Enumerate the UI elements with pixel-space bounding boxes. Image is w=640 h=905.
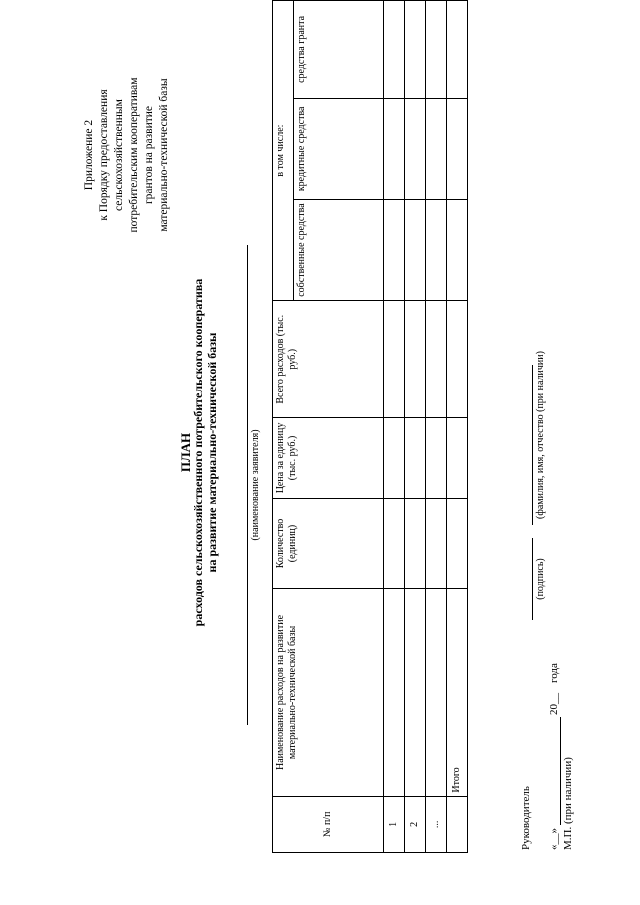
header-credit-funds: кредитные средства: [294, 98, 384, 199]
table-cell[interactable]: [426, 418, 447, 498]
table-cell[interactable]: [447, 199, 468, 300]
appendix-note: [82, 25, 172, 285]
table-cell[interactable]: [384, 301, 405, 418]
table-cell[interactable]: [426, 1, 447, 99]
table-cell[interactable]: [426, 589, 447, 796]
header-including: в том числе:: [273, 1, 294, 301]
table-cell[interactable]: [426, 498, 447, 589]
table-cell[interactable]: [405, 301, 426, 418]
signature-line[interactable]: [532, 538, 533, 620]
applicant-line: [247, 245, 248, 725]
document-subtitle: на развитие материально-технической базы: [205, 332, 219, 573]
header-name: Наименование расходов на развитие материально-технической базы: [273, 589, 384, 796]
appendix-line: материально-технической базы: [158, 78, 170, 232]
table-row: [405, 1, 426, 853]
header-own-funds: собственные средства: [294, 199, 384, 300]
table-cell[interactable]: [384, 418, 405, 498]
applicant-caption: (наименование заявителя): [250, 429, 261, 541]
table-cell[interactable]: [405, 199, 426, 300]
appendix-line: сельскохозяйственным: [113, 99, 125, 211]
header-num: № п/п: [273, 796, 384, 852]
table-header-row: [273, 1, 294, 853]
appendix-line: к Порядку предоставления: [98, 89, 110, 221]
table-cell[interactable]: [384, 589, 405, 796]
head-label: Руководитель: [520, 786, 532, 850]
table-cell[interactable]: [447, 1, 468, 99]
table-cell[interactable]: [426, 199, 447, 300]
table-cell[interactable]: [405, 1, 426, 99]
expense-plan-table: [272, 0, 468, 853]
table-cell[interactable]: [405, 589, 426, 796]
table-cell[interactable]: [405, 498, 426, 589]
table-cell[interactable]: [447, 301, 468, 418]
table-cell[interactable]: [384, 1, 405, 99]
date-suffix: года: [548, 663, 560, 683]
table-total-row: [447, 1, 468, 853]
appendix-line: грантов на развитие: [143, 105, 155, 205]
date-open: «__»: [548, 828, 560, 850]
table-cell[interactable]: [426, 98, 447, 199]
header-qty: Количество (единиц): [273, 498, 384, 589]
table-cell[interactable]: [384, 498, 405, 589]
table-cell[interactable]: [405, 98, 426, 199]
fio-caption: (фамилия, имя, отчество (при наличии): [535, 351, 546, 519]
table-cell[interactable]: [384, 98, 405, 199]
date-day-month-line[interactable]: [560, 717, 561, 825]
total-label: Итого: [447, 589, 468, 796]
header-price: Цена за единицу (тыс. руб.): [273, 418, 384, 498]
table-cell[interactable]: [447, 498, 468, 589]
appendix-line: Приложение 2: [83, 119, 95, 191]
table-cell: [447, 796, 468, 852]
table-cell[interactable]: [426, 301, 447, 418]
table-row: [384, 1, 405, 853]
table-cell[interactable]: [405, 418, 426, 498]
table-row: [426, 1, 447, 853]
row-number: 1: [384, 796, 405, 852]
table-cell[interactable]: [384, 199, 405, 300]
fio-line[interactable]: [532, 365, 533, 525]
appendix-line: потребительским кооперативам: [128, 77, 140, 233]
row-number: ...: [426, 796, 447, 852]
table-cell[interactable]: [447, 98, 468, 199]
date-year: 20__: [548, 693, 560, 715]
header-total: Всего расходов (тыс. руб.): [273, 301, 384, 418]
table-cell[interactable]: [447, 418, 468, 498]
document-title: ПЛАН: [178, 432, 193, 473]
header-grant-funds: средства гранта: [294, 1, 384, 99]
row-number: 2: [405, 796, 426, 852]
document-subtitle: расходов сельскохозяйственного потребительского кооператива: [191, 278, 205, 627]
stamp-label: М.П. (при наличии): [562, 757, 574, 850]
signature-caption: (подпись): [535, 558, 546, 600]
